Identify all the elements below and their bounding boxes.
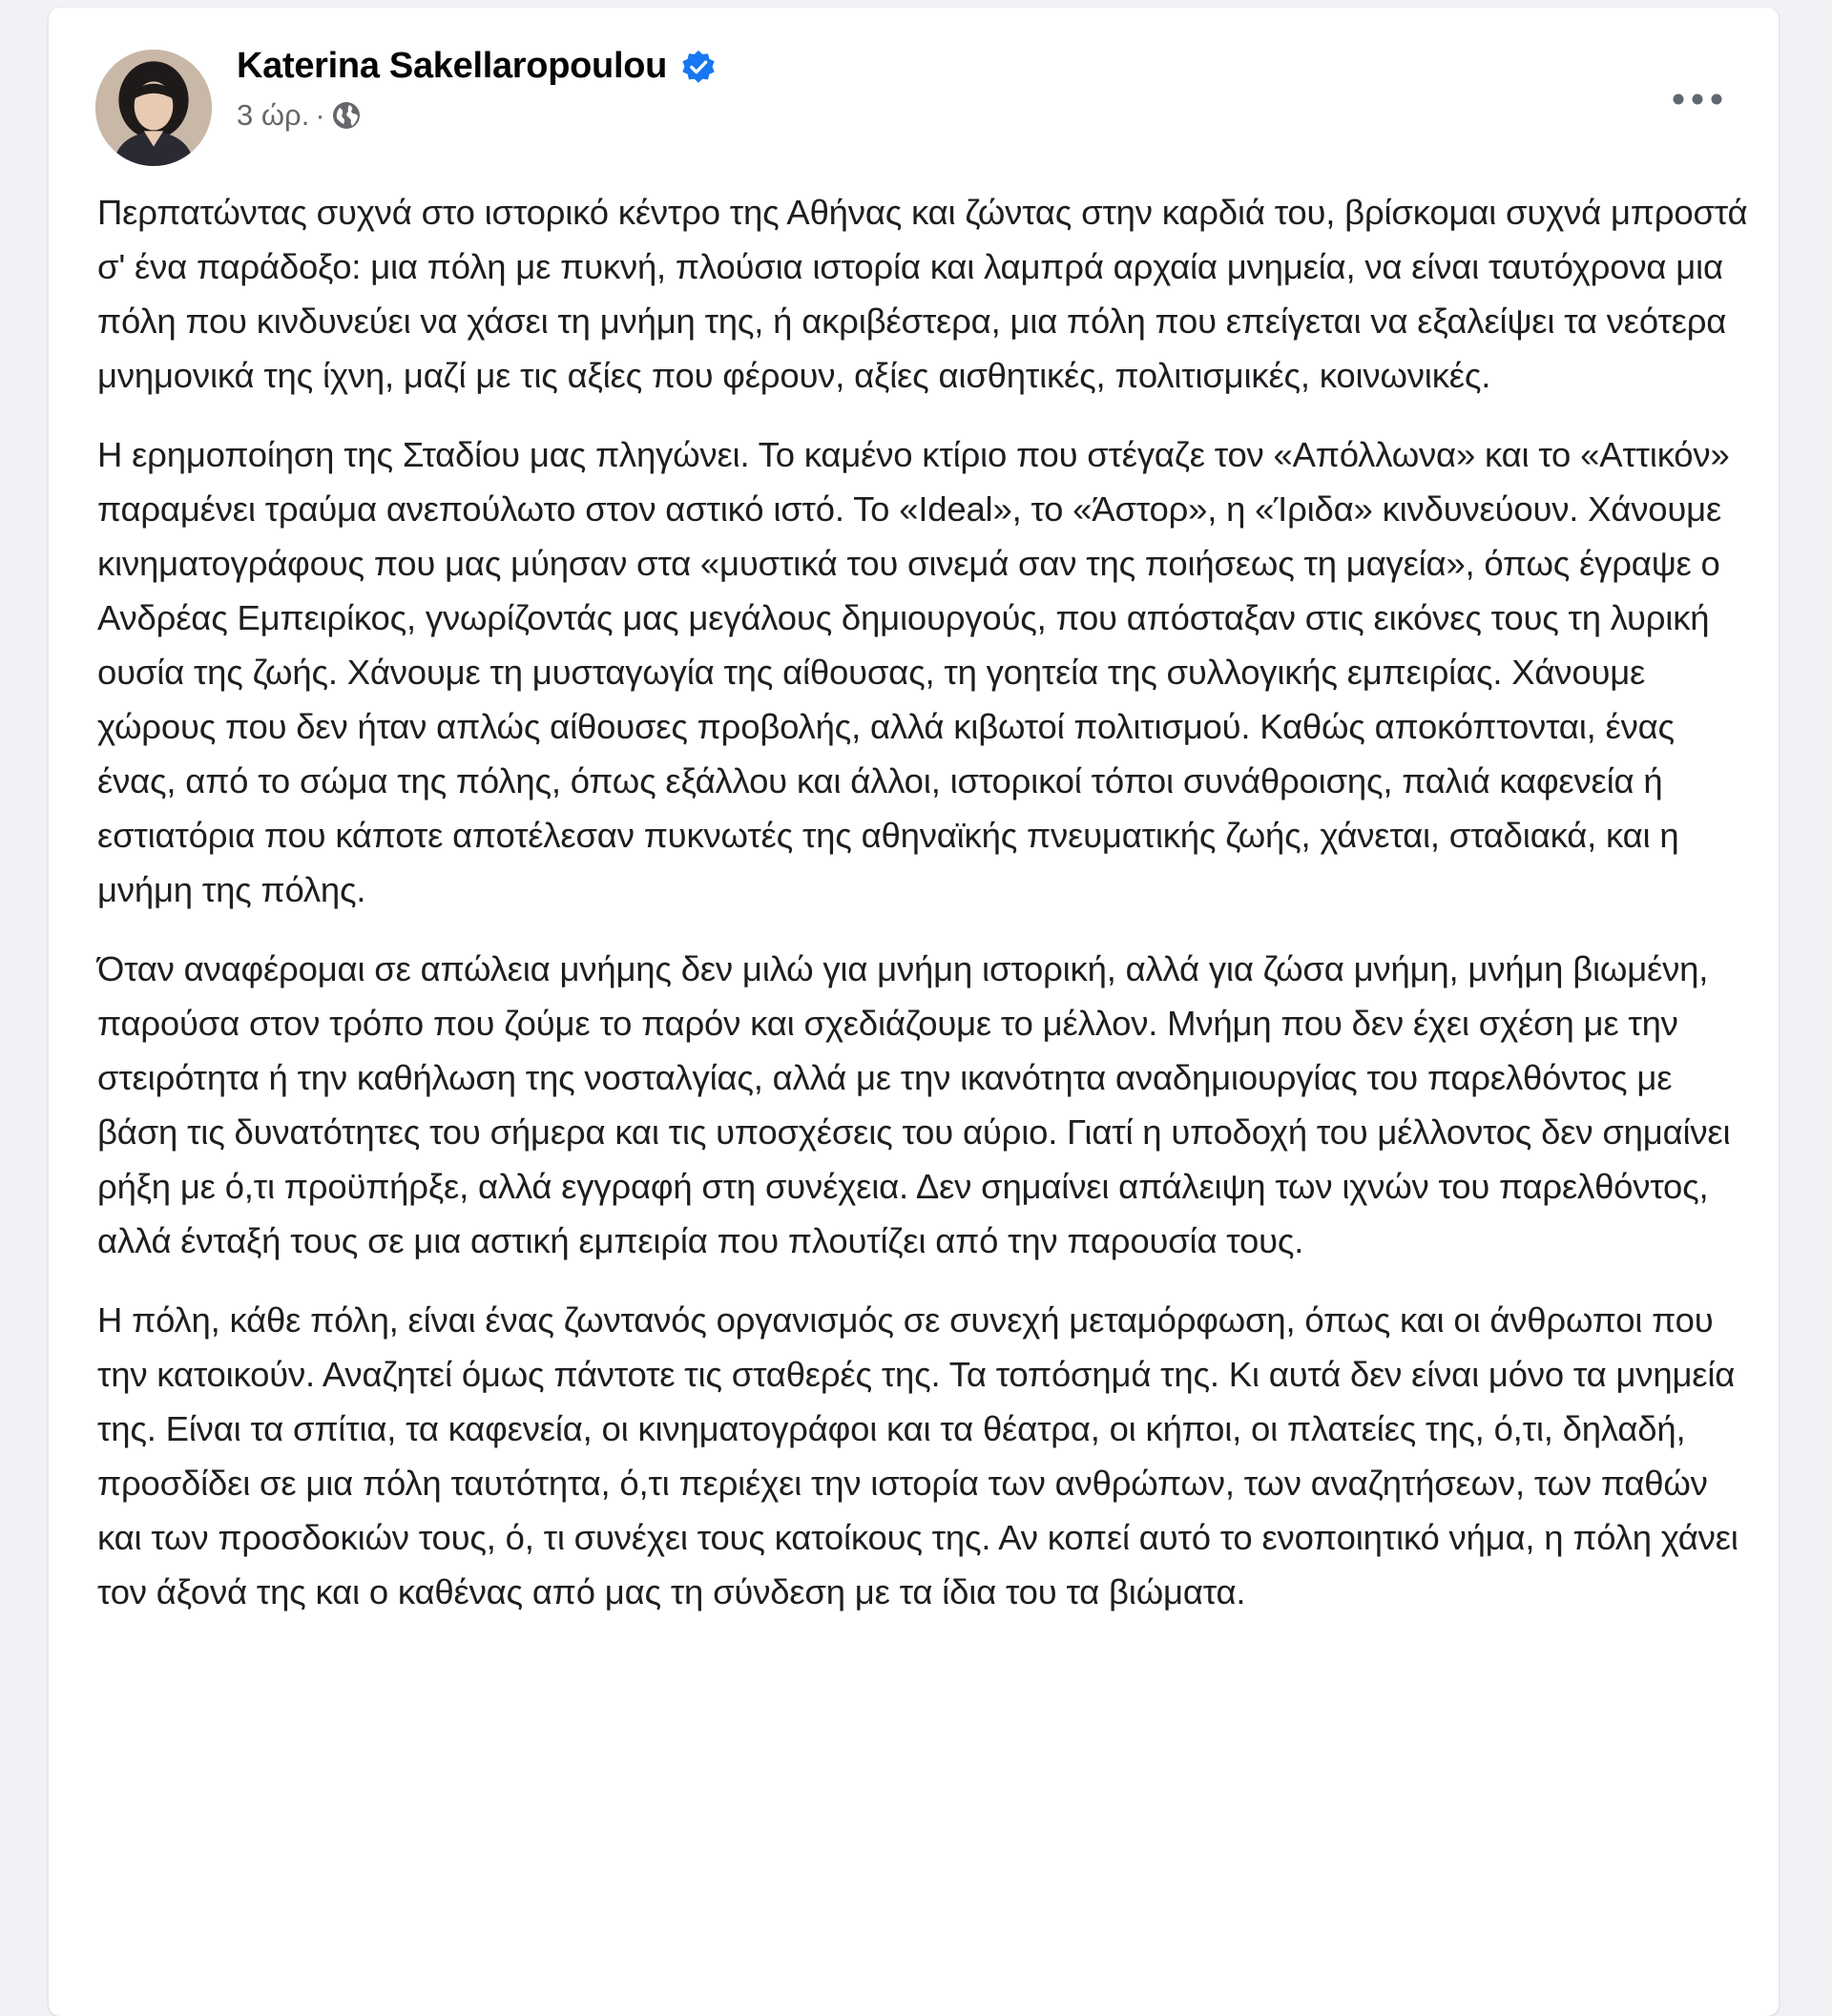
author-row — [237, 46, 717, 87]
post-paragraph: Η ερημοποίηση της Σταδίου μας πληγώνει. Το καμένο κτίριο που στέγαζε τον «Απόλλωνα» και το «Αττικόν» παραμένει τραύμα ανεπούλωτο στον αστικό ιστό. Το «Ideal», το «Άστορ», η «Ίριδα» κινδυνεύουν. Χάνουμε κινηματογράφους που μας μύησαν στα «μυστικά του σινεμά σαν της ποιήσεως τη μαγεία», όπως έγραψε ο Ανδρέας Εμπειρίκος, γνωρίζοντάς μας μεγάλους δημιουργούς, που απόσταξαν στις εικόνες τους τη λυρική ουσία της ζωής. Χάνουμε τη μυσταγωγία της αίθουσας, τη γοητεία της συλλογικής εμπειρίας. Χάνουμε χώρους που δεν ήταν απλώς αίθουσες προβολής, αλλά κιβωτοί πολιτισμού. Καθώς αποκόπτονται, ένας ένας, από το σώμα της πόλης, όπως εξάλλου και άλλοι, ιστορικοί τόποι συνάθροισης, παλιά καφενεία ή εστιατόρια που κάποτε αποτέλεσαν πυκνωτές της αθηναϊκής πνευματικής ζωής, χάνεται, σταδιακά, και η μνήμη της πόλης. — [97, 435, 1730, 909]
post-paragraph: Η πόλη, κάθε πόλη, είναι ένας ζωντανός οργανισμός σε συνεχή μεταμόρφωση, όπως και οι άνθρωποι που την κατοικούν. Αναζητεί όμως πάντοτε τις σταθερές της. Τα τοπόσημά της. Κι αυτά δεν είναι μόνο τα μνημεία της. Είναι τα σπίτια, τα καφενεία, οι κινηματογράφοι και τα θέατρα, οι κήποι, οι πλατείες της, ό,τι, δηλαδή, προσδίδει σε μια πόλη ταυτότητα, ό,τι περιέχει την ιστορία των ανθρώπων, των αναζητήσεων, των παθών και των προσδοκιών τους, ό, τι συνέχει τους κατοίκους της. Αν κοπεί αυτό το ενοποιητικό νήμα, η πόλη χάνει τον άξονά της και ο καθένας από μας τη σύνδεση με τα ίδια του τα βιώματα. — [97, 1300, 1738, 1611]
post-timestamp[interactable]: 3 ώρ. — [237, 98, 310, 132]
post-header — [95, 42, 1732, 166]
globe-icon[interactable] — [331, 100, 362, 131]
author-name[interactable]: Katerina Sakellaropoulou — [237, 46, 668, 86]
post-paragraph: Όταν αναφέρομαι σε απώλεια μνήμης δεν μιλώ για μνήμη ιστορική, αλλά για ζώσα μνήμη, μνήμη βιωμένη, παρούσα στον τρόπο που ζούμε το παρόν και σχεδιάζουμε το μέλλον. Μνήμη που δεν έχει σχέση με την στειρότητα ή την καθήλωση της νοσταλγίας, αλλά με την ικανότητα αναδημιουργίας του παρελθόντος με βάση τις δυνατότητες του σήμερα και τις υποσχέσεις του αύριο. Γιατί η υποδοχή του μέλλοντος δεν σημαίνει ρήξη με ό,τι προϋπήρξε, αλλά εγγραφή στη συνέχεια. Δεν σημαίνει απάλειψη των ιχνών του παρελθόντος, αλλά ένταξή τους σε μια αστική εμπειρία που πλουτίζει από την παρουσία τους. — [97, 949, 1731, 1260]
author-block — [237, 46, 717, 133]
more-options-button[interactable] — [1663, 71, 1732, 128]
verified-badge-icon — [680, 49, 717, 85]
post-paragraph: Περπατώντας συχνά στο ιστορικό κέντρο της Αθήνας και ζώντας στην καρδιά του, βρίσκομαι συχνά μπροστά σ' ένα παράδοξο: μια πόλη με πυκνή, πλούσια ιστορία και λαμπρά αρχαία μνημεία, να είναι ταυτόχρονα μια πόλη που κινδυνεύει να χάσει τη μνήμη της, ή ακριβέστερα, μια πόλη που επείγεται να εξαλείψει τα νεότερα μνημονικά της ίχνη, μαζί με τις αξίες που φέρουν, αξίες αισθητικές, πολιτισμικές, κοινωνικές. — [97, 193, 1748, 395]
post-meta — [237, 98, 717, 133]
post-body — [97, 185, 1748, 1644]
more-options-icon — [1671, 93, 1724, 106]
post-card — [49, 8, 1779, 2016]
meta-separator: · — [315, 98, 325, 132]
author-avatar[interactable] — [95, 50, 212, 166]
profile-photo-icon — [95, 50, 212, 166]
